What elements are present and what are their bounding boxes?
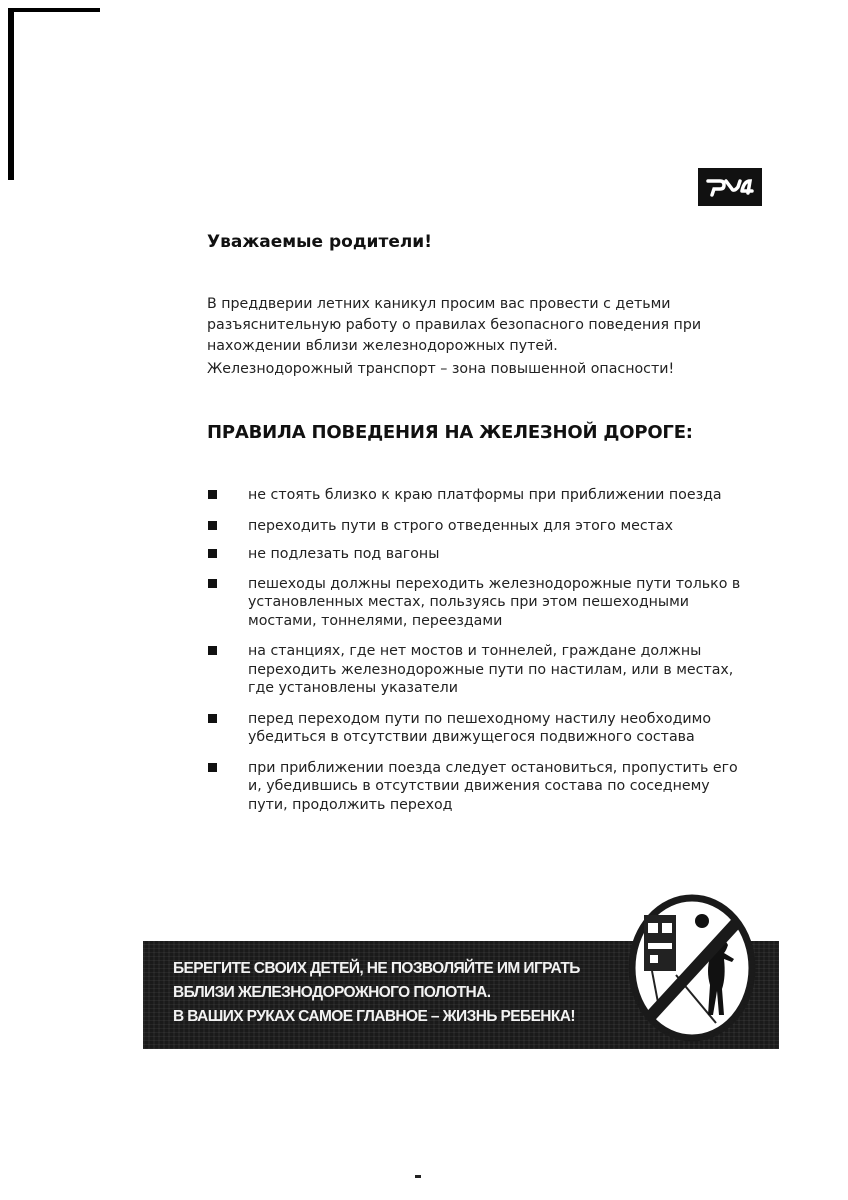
no-playing-near-railway-icon bbox=[626, 893, 758, 1043]
rule-text: не подлезать под вагоны bbox=[248, 546, 440, 562]
rule-text: при приближении поезда следует остановиться, пропустить его и, убедившись в отсутствии движения состава по соседнему пути, продолжить переход bbox=[248, 759, 738, 813]
rule-item bbox=[205, 545, 745, 564]
banner-line: ВБЛИЗИ ЖЕЛЕЗНОДОРОЖНОГО ПОЛОТНА. bbox=[173, 984, 491, 1001]
rule-text: переходить пути в строго отведенных для этого местах bbox=[248, 517, 674, 534]
banner-line: В ВАШИХ РУКАХ САМОЕ ГЛАВНОЕ – ЖИЗНЬ РЕБЕНКА! bbox=[173, 1008, 575, 1025]
page-mark bbox=[415, 1175, 421, 1178]
bullet-icon bbox=[208, 490, 217, 499]
bullet-icon bbox=[208, 521, 217, 530]
corner-mark-vertical bbox=[8, 8, 14, 180]
rules-list bbox=[205, 486, 745, 814]
warning-paragraph: Железнодорожный транспорт – зона повышенной опасности! bbox=[207, 361, 675, 377]
rule-text: не стоять близко к краю платформы при приближении поезда bbox=[248, 487, 722, 503]
corner-mark-horizontal bbox=[8, 8, 100, 12]
bullet-icon bbox=[208, 763, 217, 772]
banner-line: БЕРЕГИТЕ СВОИХ ДЕТЕЙ, НЕ ПОЗВОЛЯЙТЕ ИМ ИГРАТЬ bbox=[173, 960, 580, 977]
rule-text: на станциях, где нет мостов и тоннелей, граждане должны переходить железнодорожные пути по настилам, или в местах, где установлены указатели bbox=[248, 643, 734, 696]
rule-text: перед переходом пути по пешеходному настилу необходимо убедиться в отсутствии движущегося подвижного состава bbox=[248, 710, 712, 745]
rule-item bbox=[205, 759, 745, 815]
rules-title: ПРАВИЛА ПОВЕДЕНИЯ НА ЖЕЛЕЗНОЙ ДОРОГЕ: bbox=[207, 422, 693, 443]
greeting-heading: Уважаемые родители! bbox=[207, 232, 432, 252]
bullet-icon bbox=[208, 579, 217, 588]
rule-item bbox=[205, 642, 745, 698]
bullet-icon bbox=[208, 549, 217, 558]
banner-text bbox=[173, 957, 580, 1029]
bullet-icon bbox=[208, 646, 217, 655]
rule-item bbox=[205, 575, 745, 631]
rzd-logo-icon bbox=[698, 168, 762, 206]
bullet-icon bbox=[208, 714, 217, 723]
intro-paragraph: В преддверии летних каникул просим вас провести с детьми разъяснительную работу о правилах безопасного поведения при нахождении вблизи железнодорожных путей. bbox=[207, 296, 702, 354]
rule-item bbox=[205, 517, 745, 536]
rule-text: пешеходы должны переходить железнодорожные пути только в установленных местах, пользуясь при этом пешеходными мостами, тоннелями, переездами bbox=[248, 575, 741, 629]
rule-item bbox=[205, 710, 745, 747]
rule-item bbox=[205, 486, 745, 505]
